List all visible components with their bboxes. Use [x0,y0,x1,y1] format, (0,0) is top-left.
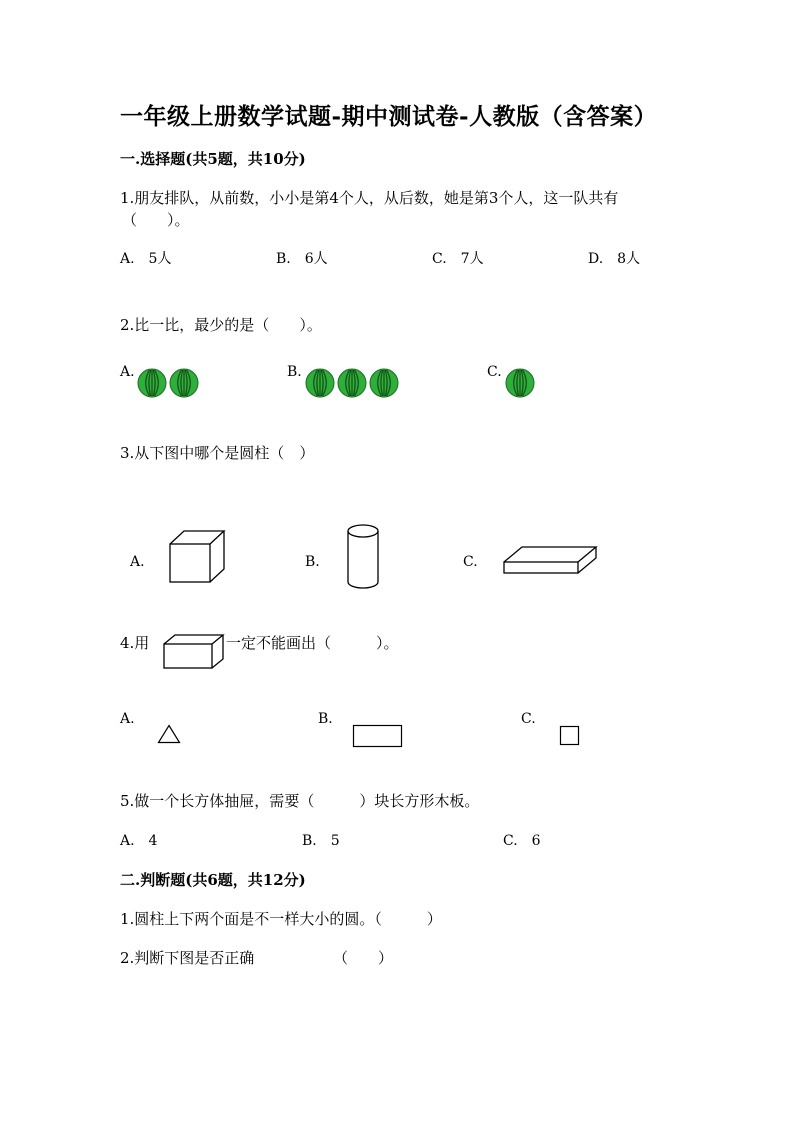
q1-option-b[interactable]: B. 6人 [276,251,328,267]
watermelon-row [505,367,537,399]
q5-option-b[interactable]: B. 5 [302,833,340,849]
watermelon-row [137,367,201,399]
rectangular-box-icon [161,632,227,670]
question-1-line1: 1.朋友排队，从前数，小小是第4个人，从后数，她是第3个人，这一队共有 [120,189,619,207]
watermelon-group-c [505,367,537,403]
question-4-suffix: 一定不能画出（ ）。 [226,634,399,652]
question-5: 5.做一个长方体抽屉，需要（ ）块长方形木板。 [120,792,480,810]
triangle-icon [157,724,181,744]
q3-option-c[interactable]: C. [463,554,478,570]
q3-option-b[interactable]: B. [305,554,320,570]
watermelon-group-b [305,367,401,403]
q5-option-c[interactable]: C. 6 [503,833,541,849]
q1-option-a[interactable]: A. 5人 [120,251,172,267]
watermelon-group-a [137,367,201,403]
q4-option-b[interactable]: B. [318,711,333,727]
q2-option-a[interactable]: A. [120,364,135,380]
section-heading-judgement: 二.判断题(共6题，共12分) [120,871,306,889]
watermelon-icon [306,369,334,397]
watermelon-icon [370,369,398,397]
question-1-line2: （ ）。 [122,211,190,229]
cylinder-icon [343,522,383,592]
watermelon-row [305,367,401,399]
judgement-question-2-blank[interactable]: （ ） [333,949,394,967]
flat-box-icon [502,544,598,576]
watermelon-icon [170,369,198,397]
judgement-question-1: 1.圆柱上下两个面是不一样大小的圆。（ ） [120,910,442,928]
watermelon-icon [506,369,534,397]
page-title: 一年级上册数学试题-期中测试卷-人教版（含答案） [120,103,658,130]
question-4-prefix: 4.用 [120,634,150,652]
q1-option-c[interactable]: C. 7人 [432,251,484,267]
cube-icon [166,527,228,585]
q2-option-c[interactable]: C. [487,364,502,380]
q4-option-a[interactable]: A. [120,711,135,727]
watermelon-icon [138,369,166,397]
question-3: 3.从下图中哪个是圆柱（ ） [120,444,315,462]
q4-option-c[interactable]: C. [521,711,536,727]
q5-option-a[interactable]: A. 4 [120,833,158,849]
q1-option-d[interactable]: D. 8人 [588,251,641,267]
q2-option-b[interactable]: B. [287,364,302,380]
square-icon [559,725,581,747]
watermelon-icon [338,369,366,397]
question-2: 2.比一比，最少的是（ ）。 [120,316,322,334]
section-heading-choice: 一.选择题(共5题，共10分) [120,150,306,168]
rectangle-icon [352,724,404,748]
q3-option-a[interactable]: A. [130,554,145,570]
judgement-question-2: 2.判断下图是否正确 [120,949,255,967]
